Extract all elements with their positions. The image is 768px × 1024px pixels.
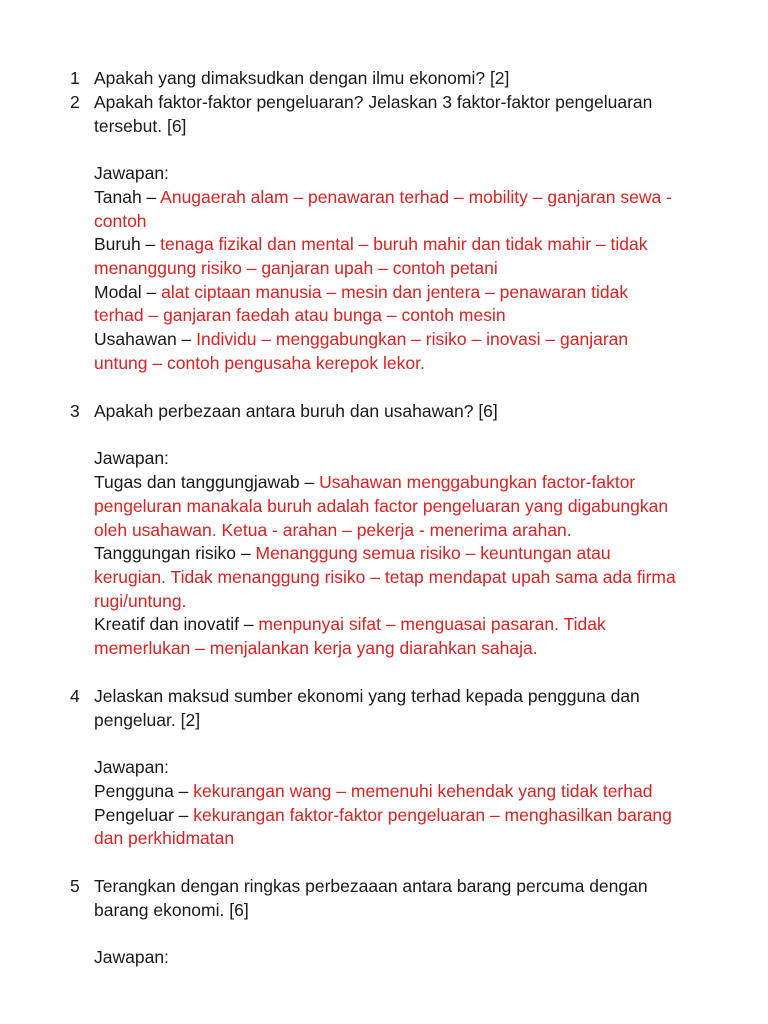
answer-2-term: Modal –	[94, 281, 162, 302]
answer-2-text: Anugaerah alam – penawaran terhad – mobility – ganjaran sewa -	[160, 186, 672, 207]
answer-3-text-cont: kerugian. Tidak menanggung risiko – tetap mendapat upah sama ada firma	[94, 566, 676, 587]
question-2-number: 2	[70, 92, 80, 112]
answer-4-label: Jawapan:	[94, 757, 169, 778]
answer-2-term: Usahawan –	[94, 329, 197, 350]
question-2-text-line2: tersebut. [6]	[94, 115, 187, 136]
question-4	[94, 685, 734, 851]
answer-2-label: Jawapan:	[94, 163, 169, 184]
answer-3-text-cont: oleh usahawan. Ketua - arahan – pekerja - menerima arahan.	[94, 519, 572, 540]
answer-2-text-cont: untung – contoh pengusaha kerepok lekor.	[94, 352, 425, 373]
answer-3-text-cont: pengeluran manakala buruh adalah factor pengeluaran yang digabungkan	[94, 495, 669, 516]
answer-2-term: Buruh –	[94, 234, 161, 255]
answer-3-text-cont: rugi/untung.	[94, 590, 187, 611]
answer-2-text-cont: contoh	[94, 210, 147, 231]
question-5-text-line1: Terangkan dengan ringkas perbezaaan antara barang percuma dengan	[94, 876, 648, 896]
answer-3-term: Tugas dan tanggungjawab –	[94, 472, 320, 493]
question-3-text: Apakah perbezaan antara buruh dan usahawan? [6]	[94, 401, 498, 421]
question-2-text-line1: Apakah faktor-faktor pengeluaran? Jelaskan 3 faktor-faktor pengeluaran	[94, 92, 653, 112]
question-3	[94, 400, 734, 661]
answer-3-text-cont: memerlukan – menjalankan kerja yang diarahkan sahaja.	[94, 638, 538, 659]
question-5-number: 5	[70, 876, 80, 896]
answer-3-label: Jawapan:	[94, 448, 169, 469]
answer-2-item-buruh	[94, 233, 734, 257]
answer-3-item-kreatif	[94, 613, 734, 637]
answer-2-text-cont: menanggung risiko – ganjaran upah – contoh petani	[94, 257, 498, 278]
question-4-text-line1: Jelaskan maksud sumber ekonomi yang terhad kepada pengguna dan	[94, 686, 640, 706]
answer-3-item-tugas	[94, 471, 734, 495]
answer-2-term: Tanah –	[94, 186, 161, 207]
question-4-number: 4	[70, 686, 80, 706]
blank-line	[94, 922, 734, 946]
question-1	[94, 67, 734, 91]
answer-2-text: tenaga fizikal dan mental – buruh mahir dan tidak mahir – tidak	[160, 234, 648, 255]
question-2	[94, 91, 734, 375]
answer-4-text: kekurangan wang – memenuhi kehendak yang tidak terhad	[193, 780, 653, 801]
answer-2-item-modal	[94, 281, 734, 305]
answer-2-item-tanah	[94, 186, 734, 210]
question-1-text: Apakah yang dimaksudkan dengan ilmu ekonomi? [2]	[94, 68, 510, 88]
answer-2-text: alat ciptaan manusia – mesin dan jentera – penawaran tidak	[161, 281, 629, 302]
answer-5-label: Jawapan:	[94, 947, 169, 968]
question-5-text-line2: barang ekonomi. [6]	[94, 899, 249, 920]
answer-3-text: Usahawan menggabungkan factor-faktor	[319, 472, 636, 493]
blank-line	[94, 732, 734, 756]
answer-2-item-usahawan	[94, 328, 734, 352]
blank-line	[94, 138, 734, 162]
answer-4-text-cont: dan perkhidmatan	[94, 828, 235, 849]
question-5	[94, 875, 734, 970]
answer-4-term: Pengguna –	[94, 780, 194, 801]
answer-4-term: Pengeluar –	[94, 804, 194, 825]
answer-3-term: Kreatif dan inovatif –	[94, 614, 259, 635]
answer-3-text: menpunyai sifat – menguasai pasaran. Tidak	[258, 614, 606, 635]
question-4-text-line2: pengeluar. [2]	[94, 709, 201, 730]
answer-4-item-pengguna	[94, 780, 734, 804]
answer-2-text-cont: terhad – ganjaran faedah atau bunga – contoh mesin	[94, 305, 506, 326]
answer-2-text: Individu – menggabungkan – risiko – inovasi – ganjaran	[196, 329, 629, 350]
question-3-number: 3	[70, 401, 80, 421]
answer-3-text: Menanggung semua risiko – keuntungan atau	[255, 543, 611, 564]
answer-4-text: kekurangan faktor-faktor pengeluaran – menghasilkan barang	[193, 804, 672, 825]
question-1-number: 1	[70, 68, 80, 88]
answer-3-item-risiko	[94, 542, 734, 566]
blank-line	[94, 424, 734, 448]
answer-4-item-pengeluar	[94, 804, 734, 828]
answer-3-term: Tanggungan risiko –	[94, 543, 256, 564]
